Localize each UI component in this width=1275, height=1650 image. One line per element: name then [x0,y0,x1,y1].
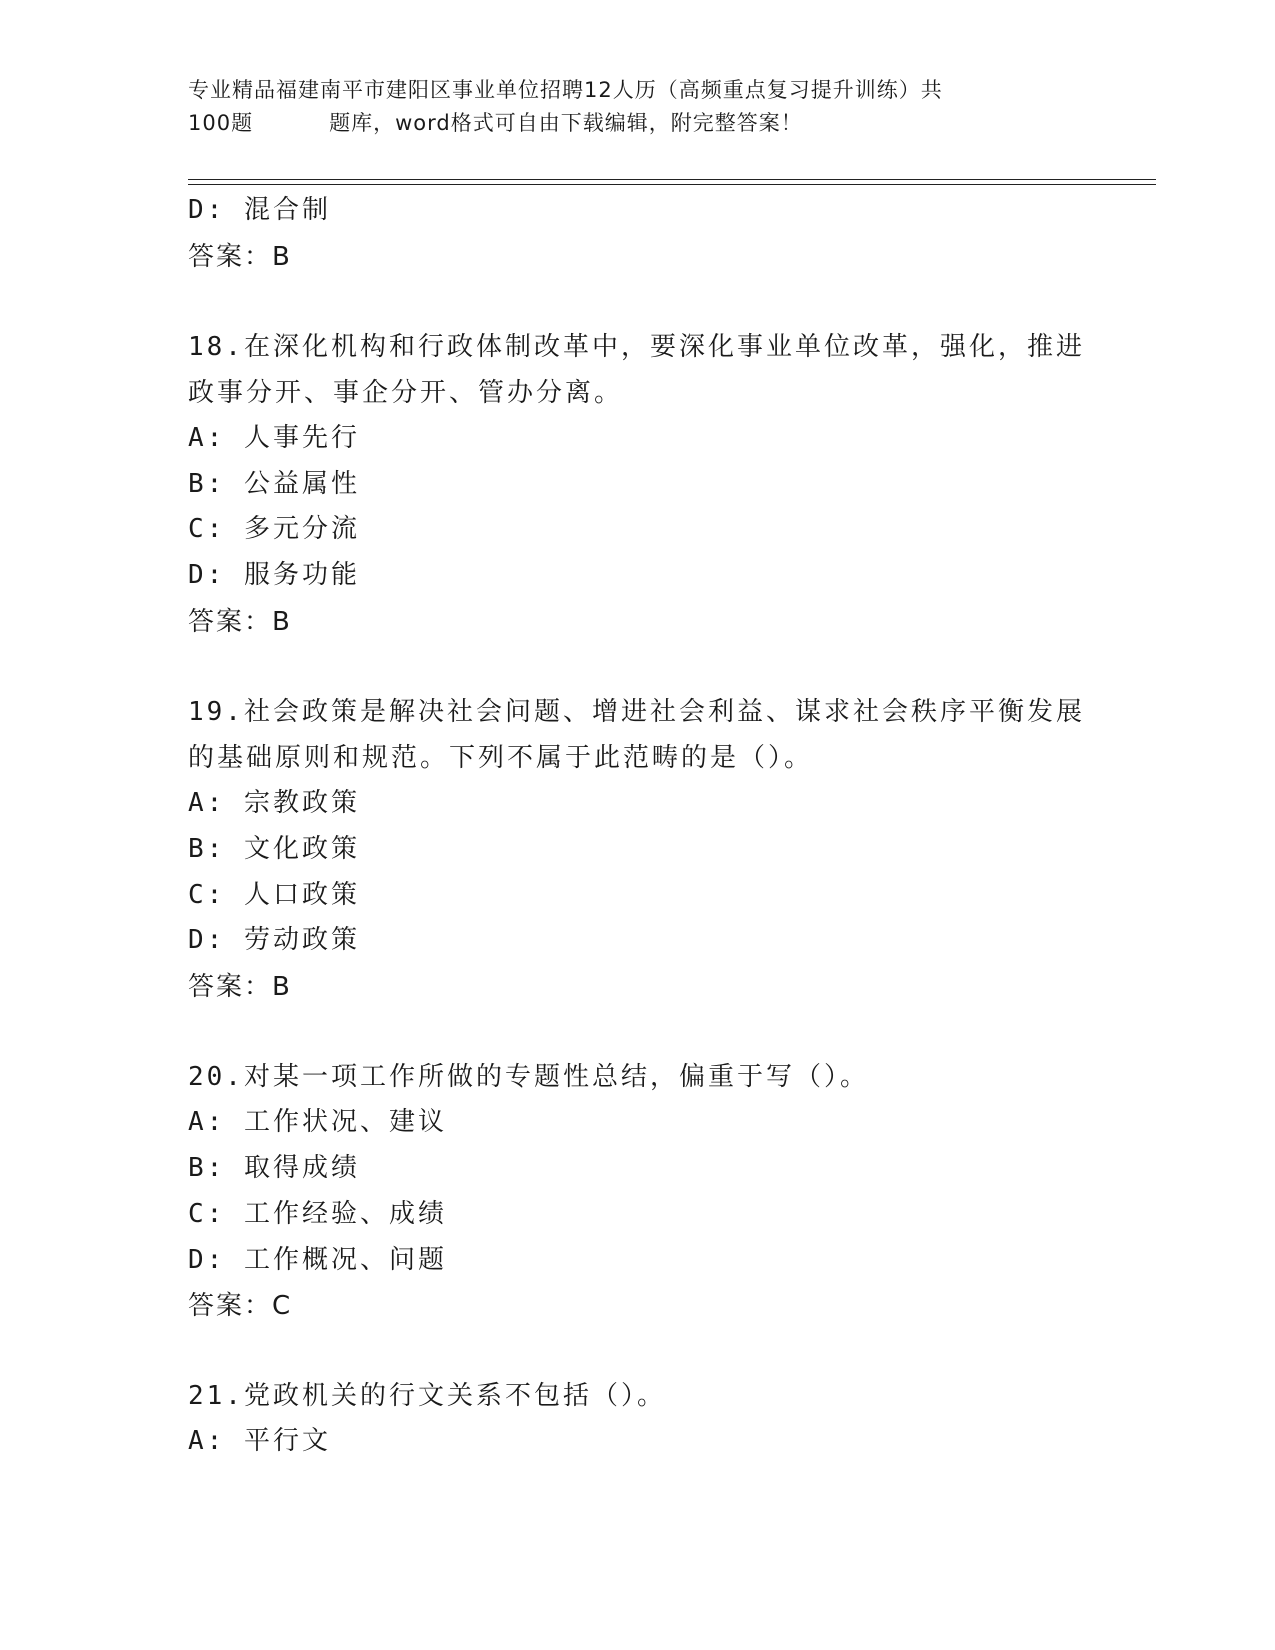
answer: 答案：B [188,606,292,637]
question-20 [188,1054,1088,1329]
question-text: 21.党政机关的行文关系不包括（）。 [188,1381,666,1412]
header-divider-bottom [188,184,1156,185]
option-a: A: 工作状况、建议 [188,1107,447,1138]
answer: 答案：B [188,241,292,272]
option-d: D: 服务功能 [188,560,360,591]
question-text: 19.社会政策是解决社会问题、增进社会利益、谋求社会秩序平衡发展 [188,696,1085,727]
header-question-count: 100题 [188,111,254,135]
question-18 [188,324,1088,645]
question-text-cont: 政事分开、事企分开、管办分离。 [188,377,624,408]
option-d: D: 工作概况、问题 [188,1244,447,1275]
question-19 [188,689,1088,1010]
option-d: D: 劳动政策 [188,925,360,956]
header-line-2 [188,107,1088,140]
answer: 答案：B [188,972,292,1003]
question-list [188,188,1088,1465]
option-c: C: 工作经验、成绩 [188,1198,447,1229]
option-a: A: 平行文 [188,1426,331,1457]
question-text-cont: 的基础原则和规范。下列不属于此范畴的是（）。 [188,742,814,773]
question-text: 18.在深化机构和行政体制改革中，要深化事业单位改革，强化，推进 [188,331,1085,362]
question-17-tail [188,188,1088,280]
option-c: C: 多元分流 [188,514,360,545]
option-a: A: 宗教政策 [188,787,360,818]
question-21 [188,1373,1088,1465]
option-b: B: 取得成绩 [188,1152,360,1183]
option-d: D: 混合制 [188,195,331,225]
header-divider-top [188,179,1156,180]
header-description: 题库，word格式可自由下载编辑，附完整答案！ [329,111,803,135]
question-text: 20.对某一项工作所做的专题性总结，偏重于写（）。 [188,1062,869,1093]
option-b: B: 公益属性 [188,468,360,499]
option-b: B: 文化政策 [188,833,360,864]
option-c: C: 人口政策 [188,879,360,910]
answer: 答案：C [188,1291,293,1322]
header-line-1: 专业精品福建南平市建阳区事业单位招聘12人历（高频重点复习提升训练）共 [188,78,943,102]
option-a: A: 人事先行 [188,422,360,453]
document-header [188,74,1088,140]
